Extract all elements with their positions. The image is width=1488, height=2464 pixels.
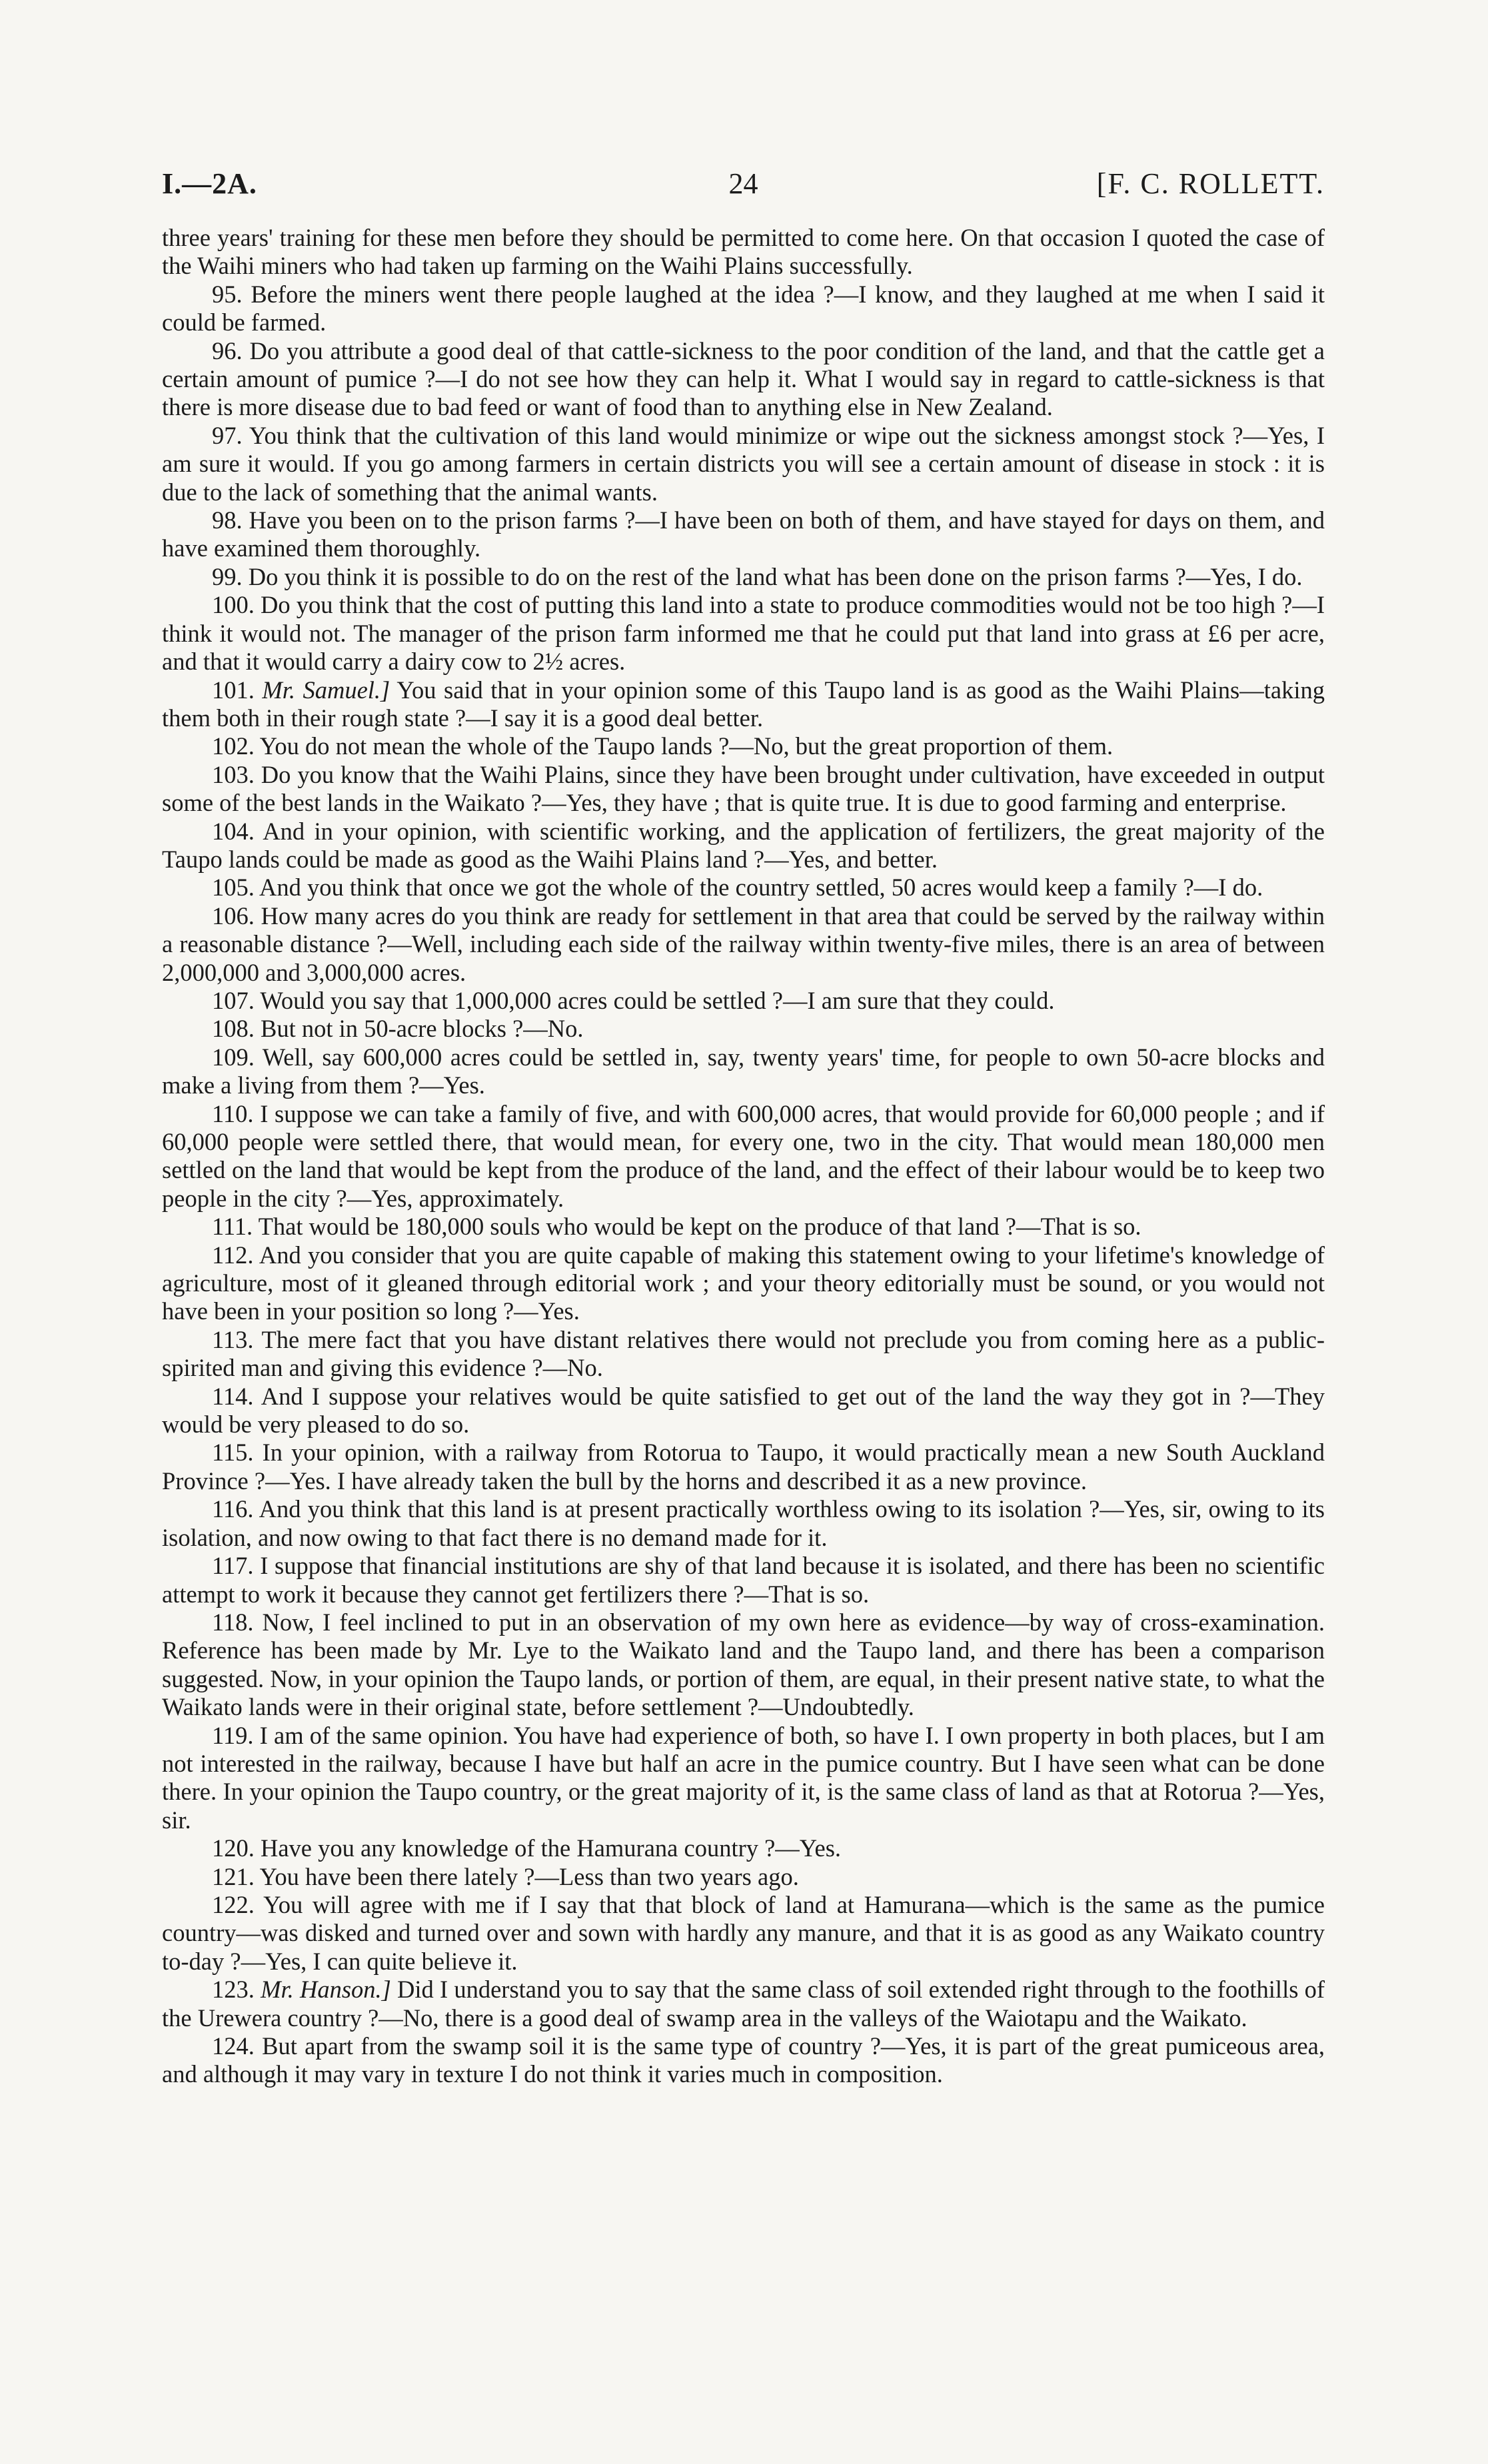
question-paragraph: 122. You will agree with me if I say that that block of land at Hamurana—which is the same as the pumice country—was disked and turned over and sown with hardly any manure, and that it is as good as any Waikato country to-day ?—Yes, I can quite believe it. — [162, 1890, 1325, 1975]
speaker-name: Mr. Samuel.] — [262, 676, 390, 704]
question-number: 123. — [212, 1976, 261, 2004]
evidence-text — [162, 224, 1325, 2089]
question-paragraph: 116. And you think that this land is at present practically worthless owing to its isolation ?—Yes, sir, owing to its isolation, and now owing to that fact there is no demand made for it. — [162, 1495, 1325, 1551]
question-paragraph: 124. But apart from the swamp soil it is the same type of country ?—Yes, it is part of the great pumiceous area, and although it may vary in texture I do not think it varies much in composition. — [162, 2032, 1325, 2088]
question-paragraph: 104. And in your opinion, with scientific working, and the application of fertilizers, the great majority of the Taupo lands could be made as good as the Waihi Plains land ?—Yes, and better. — [162, 817, 1325, 873]
question-text: Did I understand you to say that the same class of soil extended right through to the foothills of the Urewera country ?—No, there is a good deal of swamp area in the valleys of the Waiotapu and the Waikato. — [162, 1976, 1325, 2032]
question-paragraph: 96. Do you attribute a good deal of that cattle-sickness to the poor condition of the land, and that the cattle get a certain amount of pumice ?—I do not see how they can help it. What I would say in regard to cattle-sickness is that there is more disease due to bad feed or want of food than to anything else in New Zealand. — [162, 336, 1325, 421]
question-paragraph: 103. Do you know that the Waihi Plains, since they have been brought under cultivation, have exceeded in output some of the best lands in the Waikato ?—Yes, they have ; that is quite true. It is due to good farming and enterprise. — [162, 760, 1325, 817]
question-paragraph: 114. And I suppose your relatives would be quite satisfied to get out of the land the way they got in ?—They would be very pleased to do so. — [162, 1382, 1325, 1439]
question-paragraph: 108. But not in 50-acre blocks ?—No. — [212, 1015, 584, 1043]
question-paragraph: 100. Do you think that the cost of putting this land into a state to produce commodities would not be too high ?—I think it would not. The manager of the prison farm informed me that he could put that land into grass at £6 per acre, and that it would carry a dairy cow to 2½ acres. — [162, 591, 1325, 676]
question-paragraph: 121. You have been there lately ?—Less than two years ago. — [212, 1862, 799, 1890]
witness-name: [F. C. ROLLETT. — [1096, 167, 1325, 200]
question-paragraph: 118. Now, I feel inclined to put in an observation of my own here as evidence—by way of cross-examination. Reference has been made by Mr. Lye to the Waikato land and the Taupo land, and there has been a comparison suggested. Now, in your opinion the Taupo lands, or portion of them, are equal, in their present native state, to what the Waikato lands were in their original state, before settlement ?—Undoubtedly. — [162, 1608, 1325, 1721]
page-header — [162, 167, 1325, 207]
question-paragraph: 113. The mere fact that you have distant relatives there would not preclude you from coming here as a public-spirited man and giving this evidence ?—No. — [162, 1325, 1325, 1382]
question-text: You said that in your opinion some of this Taupo land is as good as the Waihi Plains—taking them both in their rough state ?—I say it is a good deal better. — [162, 676, 1325, 732]
question-number: 101. — [212, 676, 263, 704]
question-paragraph — [162, 676, 1325, 733]
speaker-name: Mr. Hanson.] — [261, 1976, 391, 2004]
question-paragraph: 115. In your opinion, with a railway from Rotorua to Taupo, it would practically mean a new South Auckland Province ?—Yes. I have already taken the bull by the horns and described it as a new province. — [162, 1439, 1325, 1495]
question-paragraph: 99. Do you think it is possible to do on the rest of the land what has been done on the prison farms ?—Yes, I do. — [212, 562, 1303, 590]
question-paragraph: 119. I am of the same opinion. You have had experience of both, so have I. I own property in both places, but I am not interested in the railway, because I have but half an acre in the pumice country. But I have seen what can be done there. In your opinion the Taupo country, or the great majority of it, is the same class of land as that at Rotorua ?—Yes, sir. — [162, 1721, 1325, 1834]
question-paragraph: 95. Before the miners went there people laughed at the idea ?—I know, and they laughed at me when I said it could be farmed. — [162, 280, 1325, 336]
question-paragraph: 109. Well, say 600,000 acres could be settled in, say, twenty years' time, for people to own 50-acre blocks and make a living from them ?—Yes. — [162, 1043, 1325, 1099]
question-paragraph: 110. I suppose we can take a family of five, and with 600,000 acres, that would provide for 60,000 people ; and if 60,000 people were settled there, that would mean, for every one, two in the city. That would mean 180,000 men settled on the land that would be kept from the produce of the land, and the effect of their labour would be to keep two people in the city ?—Yes, approximately. — [162, 1099, 1325, 1212]
question-paragraph: 102. You do not mean the whole of the Taupo lands ?—No, but the great proportion of them. — [212, 732, 1114, 760]
question-paragraph: 107. Would you say that 1,000,000 acres could be settled ?—I am sure that they could. — [212, 986, 1055, 1014]
document-reference: I.—2A. — [162, 167, 257, 200]
question-paragraph: 105. And you think that once we got the whole of the country settled, 50 acres would keep a family ?—I do. — [212, 874, 1263, 902]
paragraph: three years' training for these men before they should be permitted to come here. On that occasion I quoted the case of the Waihi miners who had taken up farming on the Waihi Plains successfully. — [162, 224, 1325, 280]
question-paragraph — [162, 1976, 1325, 2032]
document-page — [162, 167, 1325, 2089]
question-paragraph: 106. How many acres do you think are ready for settlement in that area that could be served by the railway within a reasonable distance ?—Well, including each side of the railway within twenty-five miles, there is an area of between 2,000,000 and 3,000,000 acres. — [162, 902, 1325, 986]
question-paragraph: 98. Have you been on to the prison farms ?—I have been on both of them, and have stayed for days on them, and have examined them thoroughly. — [162, 506, 1325, 562]
question-paragraph: 117. I suppose that financial institutions are shy of that land because it is isolated, and there has been no scientific attempt to work it because they cannot get fertilizers there ?—That is so. — [162, 1552, 1325, 1608]
page-number: 24 — [728, 167, 758, 200]
question-paragraph: 97. You think that the cultivation of this land would minimize or wipe out the sickness amongst stock ?—Yes, I am sure it would. If you go among farmers in certain districts you will see a certain amount of disease in stock : it is due to the lack of something that the animal wants. — [162, 421, 1325, 506]
question-paragraph: 111. That would be 180,000 souls who would be kept on the produce of that land ?—That is so. — [212, 1213, 1141, 1241]
question-paragraph: 120. Have you any knowledge of the Hamurana country ?—Yes. — [212, 1834, 842, 1862]
question-paragraph: 112. And you consider that you are quite capable of making this statement owing to your lifetime's knowledge of agriculture, most of it gleaned through editorial work ; and your theory editorially must be sound, or you would not have been in your position so long ?—Yes. — [162, 1241, 1325, 1325]
